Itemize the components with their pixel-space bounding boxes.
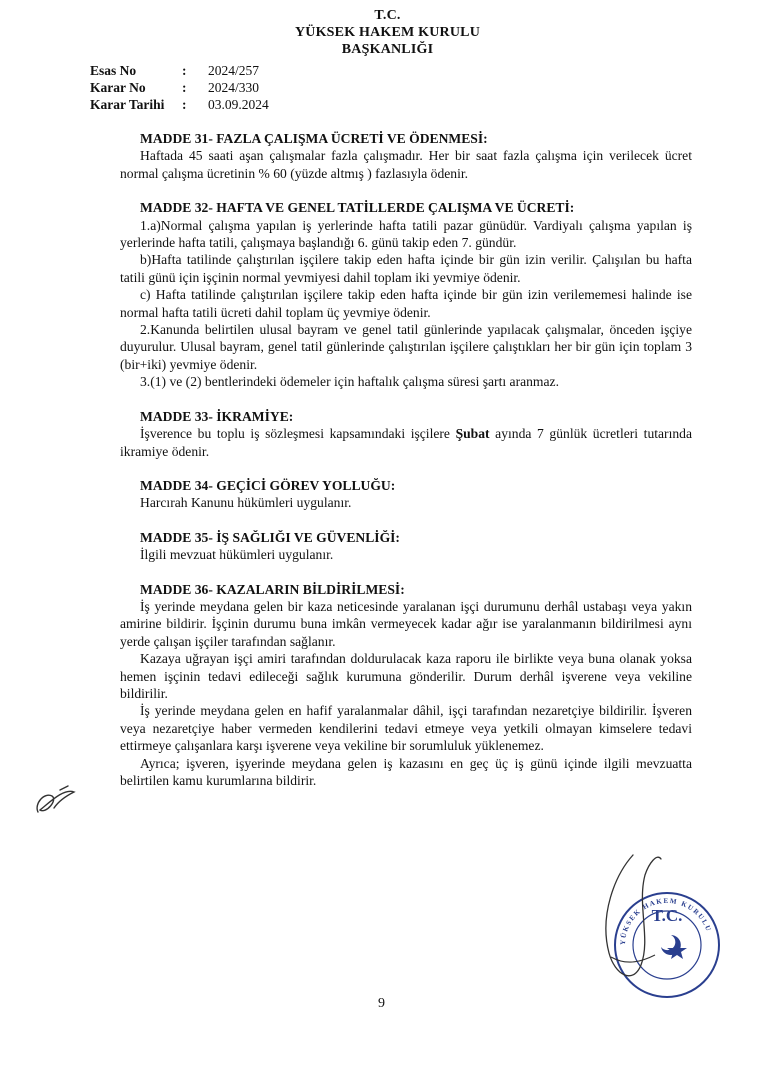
article-paragraph: İş yerinde meydana gelen en hafif yaralanmalar dâhil, işçi tarafından nezaretçiye bildirilir. İşveren veya nezaretçiye haber vermeden kendilerini tedavi etmeye veya yetkili olmayan kimselere tedavi ettirmeye çalışanlara karşı işverene veya vekiline bir sorumluluk yüklenemez. [120, 703, 692, 754]
article-paragraph: 3.(1) ve (2) bentlerindeki ödemeler için haftalık çalışma süresi şartı aranmaz. [140, 374, 559, 390]
case-info [90, 62, 269, 113]
case-info-row [90, 96, 269, 113]
article-title: MADDE 34- GEÇİCİ GÖREV YOLLUĞU: [140, 477, 396, 493]
article-title: MADDE 35- İŞ SAĞLIĞI VE GÜVENLİĞİ: [140, 529, 400, 545]
esas-no-value: 2024/257 [208, 63, 260, 78]
article-32 [120, 199, 692, 390]
article-31 [120, 130, 692, 182]
article-paragraph: Harcırah Kanunu hükümleri uygulanır. [140, 495, 352, 511]
article-title: MADDE 33- İKRAMİYE: [140, 408, 294, 424]
article-paragraph: Haftada 45 saati aşan çalışmalar fazla çalışmadır. Her bir saat fazla çalışma için verilecek ücret normal çalışma ücretinin % 60 (yüzde altmış ) fazlasıyla ödenir. [120, 148, 692, 181]
karar-no-value: 2024/330 [208, 80, 260, 95]
colon: : [182, 80, 187, 95]
colon: : [182, 63, 187, 78]
article-paragraph: 1.a)Normal çalışma yapılan iş yerlerinde hafta tatili pazar günüdür. Vardiyalı çalışma yapılan iş yerlerinde hafta tatili, çalışmaya başlandığı 6. günü takip eden 7. gündür. [120, 217, 692, 251]
case-info-row [90, 79, 269, 96]
paraf-signature-icon [30, 782, 80, 822]
article-paragraph: İlgili mevzuat hükümleri uygulanır. [140, 547, 334, 563]
header-country: T.C. [374, 8, 401, 23]
seal-ring-text: YÜKSEK HAKEM KURULU [618, 896, 713, 946]
seal-center-text: T.C. [651, 906, 683, 925]
article-paragraph: b)Hafta tatilinde çalıştırılan işçilere takip eden hafta içinde bir gün izin verilir. Çalışılan bu hafta tatili günü için işçinin normal yevmiyesi dahil toplam iki yevmiye ödenir. [120, 252, 692, 285]
article-paragraph: c) Hafta tatilinde çalıştırılan işçilere takip eden hafta içinde bir gün izin verilememesi halinde ise normal hafta tatili ücreti dahil toplam üç yevmiye ödenir. [120, 287, 692, 320]
article-paragraph: Ayrıca; işveren, işyerinde meydana gelen iş kazasını en geç üç iş günü içinde ilgili mevzuatta belirtilen kamu kurumlarına bildirir. [120, 755, 692, 788]
article-paragraph: İş yerinde meydana gelen bir kaza neticesinde yaralanan işçi durumunu derhâl ustabaşı veya yakın amirine bildirir. İşçinin durumu buna imkân vermeyecek kadar ağır ise yaralanmanın bildirilmesi aynı yerde çalışan işçiler tarafından sağlanır. [120, 598, 692, 649]
article-paragraph [120, 425, 692, 460]
document-header [0, 7, 763, 58]
article-35 [120, 529, 692, 564]
karar-tarihi-label: Karar Tarihi [90, 97, 165, 112]
article-34 [120, 477, 692, 512]
article-title: MADDE 32- HAFTA VE GENEL TATİLLERDE ÇALIŞMA VE ÜCRETİ: [140, 200, 575, 216]
paragraph-text: ayında 7 günlük ücretleri tutarında ikramiye ödenir. [120, 426, 692, 459]
article-title: MADDE 36- KAZALARIN BİLDİRİLMESİ: [140, 581, 405, 597]
article-paragraph: Kazaya uğrayan işçi amiri tarafından doldurulacak kaza raporu ile birlikte veya buna olanak yoksa hemen işçinin tedavi edileceği sağlık kurumuna gönderilir. Durum derhâl işverene veya vekiline bildirilir. [120, 651, 692, 701]
official-seal-icon [575, 835, 735, 1015]
article-title: MADDE 31- FAZLA ÇALIŞMA ÜCRETİ VE ÖDENMESİ: [140, 131, 488, 146]
article-paragraph: 2.Kanunda belirtilen ulusal bayram ve genel tatil günlerinde yapılacak çalışmalar, önceden işçiye duyurulur. Ulusal bayram, genel tatil günlerinde çalıştırılan işçilere çalıştıkları her bir gün için toplam 3 (bir+iki) yevmiye ödenir. [120, 322, 692, 372]
document-body [120, 130, 692, 797]
article-36 [120, 581, 692, 790]
page-number: 9 [378, 996, 385, 1011]
esas-no-label: Esas No [90, 63, 137, 78]
karar-no-label: Karar No [90, 80, 146, 95]
case-info-row [90, 62, 269, 79]
colon: : [182, 97, 187, 112]
article-33 [120, 408, 692, 460]
karar-tarihi-value: 03.09.2024 [208, 97, 269, 112]
bold-month: Şubat [455, 426, 490, 442]
paragraph-text: İşverence bu toplu iş sözleşmesi kapsamındaki işçilere [140, 426, 456, 442]
header-office: BAŞKANLIĞI [341, 42, 434, 57]
header-institution: YÜKSEK HAKEM KURULU [294, 25, 481, 40]
